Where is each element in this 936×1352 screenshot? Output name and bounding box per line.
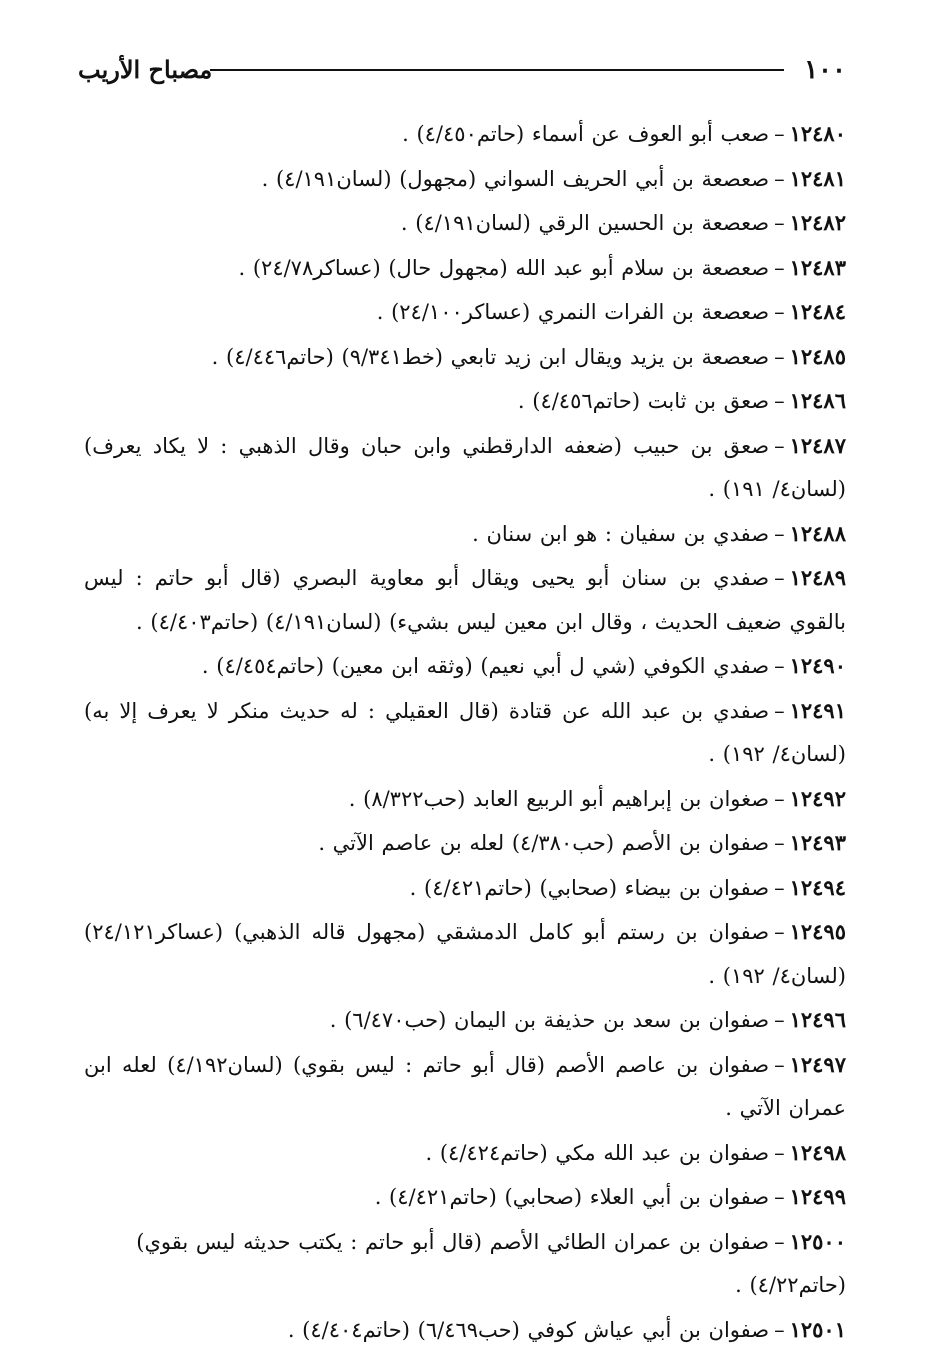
entry-number: ١٢٤٨٤ — [790, 299, 846, 324]
entry-number: ١٢٥٠٠ — [790, 1229, 846, 1254]
entry-number: ١٢٤٩٥ — [790, 919, 846, 944]
entry-item: ١٢٤٨٩–صفدي بن سنان أبو يحيى ويقال أبو معاوية البصري (قال أبو حاتم : ليس بالقوي ضعيف الحديث ، وقال ابن معين ليس بشيء) (لسان٤/١٩١) (حاتم٤/٤٠٣) . — [84, 556, 846, 644]
entry-item: ١٢٤٩١–صفدي بن عبد الله عن قتادة (قال العقيلي : له حديث منكر لا يعرف إلا به) (لسان٤/ ١٩٢) . — [84, 689, 846, 777]
entry-text: صغوان بن إبراهيم أبو الربيع العابد (حب٨/٣٢٢) . — [349, 787, 769, 811]
entry-item: ١٢٤٨٧–صعق بن حبيب (ضعفه الدارقطني وابن حبان وقال الذهبي : لا يكاد يعرف) (لسان٤/ ١٩١) . — [84, 424, 846, 512]
entry-number: ١٢٤٩٧ — [790, 1052, 846, 1077]
entry-text: صفدي بن سنان أبو يحيى ويقال أبو معاوية البصري (قال أبو حاتم : ليس بالقوي ضعيف الحديث ، وقال ابن معين ليس بشيء) (لسان٤/١٩١) (حاتم٤/٤٠٣) . — [84, 566, 846, 634]
entry-text: صفوان بن عاصم الأصم (قال أبو حاتم : ليس بقوي) (لسان٤/١٩٢) لعله ابن عمران الآتي . — [84, 1053, 846, 1121]
entry-item: ١٢٤٨٥–صعصعة بن يزيد ويقال ابن زيد تابعي (خط٩/٣٤١) (حاتم٤/٤٤٦) . — [84, 335, 846, 380]
entry-number: ١٢٤٩٢ — [790, 786, 846, 811]
entry-text: صعق بن حبيب (ضعفه الدارقطني وابن حبان وقال الذهبي : لا يكاد يعرف) (لسان٤/ ١٩١) . — [84, 434, 846, 502]
entry-text: صفوان بن أبي العلاء (صحابي) (حاتم٤/٤٢١) . — [375, 1185, 769, 1209]
entry-number: ١٢٤٨٨ — [790, 521, 846, 546]
entry-text: صعصعة بن أبي الحريف السواني (مجهول) (لسان٤/١٩١) . — [262, 167, 769, 191]
entry-number: ١٢٤٨٠ — [790, 121, 846, 146]
entry-text: صعب أبو العوف عن أسماء (حاتم٤/٤٥٠) . — [402, 122, 769, 146]
entry-item: ١٢٤٩٥–صفوان بن رستم أبو كامل الدمشقي (مجهول قاله الذهبي) (عساكر٢٤/١٢١) (لسان٤/ ١٩٢) . — [84, 910, 846, 998]
entry-text: صفوان بن بيضاء (صحابي) (حاتم٤/٤٢١) . — [410, 876, 769, 900]
header-rule — [210, 69, 784, 71]
entry-item: ١٢٤٨٨–صفدي بن سفيان : هو ابن سنان . — [84, 512, 846, 557]
entry-text: صعق بن ثابت (حاتم٤/٤٥٦) . — [518, 389, 769, 413]
entry-number: ١٢٤٩١ — [790, 698, 846, 723]
entry-number: ١٢٤٩٦ — [790, 1007, 846, 1032]
entry-item: ١٢٤٩٣–صفوان بن الأصم (حب٤/٣٨٠) لعله بن عاصم الآتي . — [84, 821, 846, 866]
entry-text: صفدي الكوفي (شي ل أبي نعيم) (وثقه ابن معين) (حاتم٤/٤٥٤) . — [202, 654, 769, 678]
entry-number: ١٢٤٨١ — [790, 166, 846, 191]
entry-text: صفوان بن رستم أبو كامل الدمشقي (مجهول قاله الذهبي) (عساكر٢٤/١٢١) (لسان٤/ ١٩٢) . — [84, 920, 846, 988]
entry-number: ١٢٤٩٩ — [790, 1184, 846, 1209]
entry-text: صعصعة بن الفرات النمري (عساكر٢٤/١٠٠) . — [377, 300, 769, 324]
entry-number: ١٢٥٠١ — [790, 1317, 846, 1342]
entry-number: ١٢٤٨٣ — [790, 255, 846, 280]
entry-text: صعصعة بن الحسين الرقي (لسان٤/١٩١) . — [401, 211, 769, 235]
entry-number: ١٢٤٩٨ — [790, 1140, 846, 1165]
entry-text: صفوان بن عبد الله مكي (حاتم٤/٤٢٤) . — [426, 1141, 770, 1165]
entry-item: ١٢٤٨٣–صعصعة بن سلام أبو عبد الله (مجهول حال) (عساكر٢٤/٧٨) . — [84, 246, 846, 291]
entry-number: ١٢٤٨٦ — [790, 388, 846, 413]
running-title: مصباح الأريب — [78, 52, 212, 88]
entry-item: ١٢٤٩٦–صفوان بن سعد بن حذيفة بن اليمان (حب٦/٤٧٠) . — [84, 998, 846, 1043]
entry-text: صعصعة بن يزيد ويقال ابن زيد تابعي (خط٩/٣٤١) (حاتم٤/٤٤٦) . — [212, 345, 769, 369]
page-header — [78, 52, 846, 88]
entry-item: ١٢٤٨٤–صعصعة بن الفرات النمري (عساكر٢٤/١٠٠) . — [84, 290, 846, 335]
entry-number: ١٢٤٩٣ — [790, 830, 846, 855]
entry-text: صفوان بن سعد بن حذيفة بن اليمان (حب٦/٤٧٠) . — [330, 1008, 769, 1032]
entry-item: ١٢٤٨٠–صعب أبو العوف عن أسماء (حاتم٤/٤٥٠) . — [84, 112, 846, 157]
entry-number: ١٢٤٨٢ — [790, 210, 846, 235]
entry-item: ١٢٤٩٩–صفوان بن أبي العلاء (صحابي) (حاتم٤/٤٢١) . — [84, 1175, 846, 1220]
entry-item: ١٢٤٨٦–صعق بن ثابت (حاتم٤/٤٥٦) . — [84, 379, 846, 424]
entry-item: ١٢٥٠١–صفوان بن أبي عياش كوفي (حب٦/٤٦٩) (حاتم٤/٤٠٤) . — [84, 1308, 846, 1352]
entry-item: ١٢٤٩٧–صفوان بن عاصم الأصم (قال أبو حاتم : ليس بقوي) (لسان٤/١٩٢) لعله ابن عمران الآتي . — [84, 1043, 846, 1131]
entry-number: ١٢٤٩٠ — [790, 653, 846, 678]
entry-text: صفدي بن عبد الله عن قتادة (قال العقيلي : له حديث منكر لا يعرف إلا به) (لسان٤/ ١٩٢) . — [84, 699, 846, 767]
entry-text: صفدي بن سفيان : هو ابن سنان . — [472, 522, 769, 546]
entry-item: ١٢٤٩٢–صغوان بن إبراهيم أبو الربيع العابد (حب٨/٣٢٢) . — [84, 777, 846, 822]
entry-number: ١٢٤٨٥ — [790, 344, 846, 369]
entry-number: ١٢٤٩٤ — [790, 875, 846, 900]
entry-number: ١٢٤٨٧ — [790, 433, 846, 458]
entry-item: ١٢٤٨١–صعصعة بن أبي الحريف السواني (مجهول) (لسان٤/١٩١) . — [84, 157, 846, 202]
entry-item: ١٢٤٨٢–صعصعة بن الحسين الرقي (لسان٤/١٩١) . — [84, 201, 846, 246]
entry-list — [84, 112, 846, 1352]
entry-text: صعصعة بن سلام أبو عبد الله (مجهول حال) (عساكر٢٤/٧٨) . — [239, 256, 770, 280]
entry-number: ١٢٤٨٩ — [790, 565, 846, 590]
entry-item: ١٢٤٩٠–صفدي الكوفي (شي ل أبي نعيم) (وثقه ابن معين) (حاتم٤/٤٥٤) . — [84, 644, 846, 689]
page-number: ١٠٠ — [804, 52, 846, 88]
entry-item: ١٢٥٠٠–صفوان بن عمران الطائي الأصم (قال أبو حاتم : يكتب حديثه ليس بقوي) (حاتم٤/٢٢) . — [84, 1220, 846, 1308]
entry-text: صفوان بن عمران الطائي الأصم (قال أبو حاتم : يكتب حديثه ليس بقوي) (حاتم٤/٢٢) . — [136, 1230, 846, 1298]
entry-item: ١٢٤٩٨–صفوان بن عبد الله مكي (حاتم٤/٤٢٤) . — [84, 1131, 846, 1176]
entry-item: ١٢٤٩٤–صفوان بن بيضاء (صحابي) (حاتم٤/٤٢١) . — [84, 866, 846, 911]
entry-text: صفوان بن الأصم (حب٤/٣٨٠) لعله بن عاصم الآتي . — [318, 831, 769, 855]
entry-text: صفوان بن أبي عياش كوفي (حب٦/٤٦٩) (حاتم٤/٤٠٤) . — [288, 1318, 769, 1342]
